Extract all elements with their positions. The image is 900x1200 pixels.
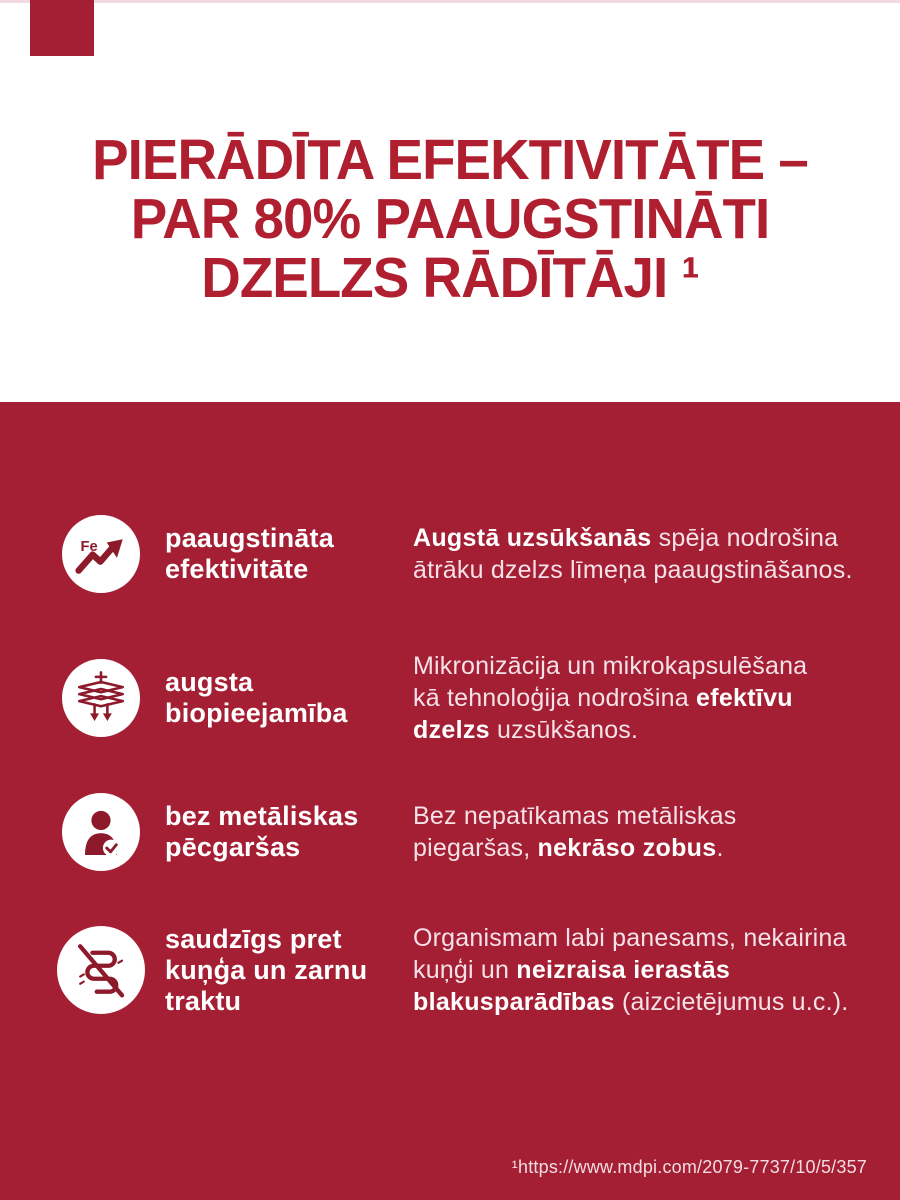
benefit-label: paaugstināta efektivitāte — [165, 523, 334, 584]
absorption-layers-icon — [62, 659, 140, 737]
title-line-1: PIERĀDĪTA EFEKTIVITĀTE – — [92, 128, 808, 192]
svg-text:Fe: Fe — [80, 538, 98, 555]
title-line-2: PAR 80% PAAUGSTINĀTI — [130, 187, 770, 251]
no-gut-irritation-icon — [57, 926, 145, 1014]
benefit-row-effectiveness — [0, 515, 900, 593]
benefit-description: Augstā uzsūkšanās spēja nodrošina ātrāku dzelzs līmeņa paaugstināšanos. — [413, 524, 853, 584]
benefit-description: Organismam labi panesams, nekairina kuņģi un neizraisa ierastās blakusparādības (aizcietējumus u.c.). — [413, 924, 849, 1016]
fe-trend-up-icon — [62, 515, 140, 593]
page-title — [18, 0, 882, 308]
benefit-icon-col — [62, 793, 140, 871]
benefit-row-gentle-on-gut — [0, 922, 900, 1018]
benefit-icon-col — [62, 659, 140, 737]
benefits-list — [0, 402, 900, 1018]
source-footnote: ¹https://www.mdpi.com/2079-7737/10/5/357 — [511, 1157, 867, 1177]
header — [0, 0, 900, 308]
benefit-label: saudzīgs pret kuņģa un zarnu traktu — [165, 923, 368, 1016]
benefit-description: Bez nepatīkamas metāliskas piegaršas, nekrāso zobus. — [413, 802, 737, 862]
benefit-label: bez metāliskas pēcgaršas — [165, 801, 359, 862]
benefits-panel — [0, 402, 900, 1200]
person-check-icon — [62, 793, 140, 871]
title-line-3: DZELZS RĀDĪTĀJI ¹ — [201, 246, 699, 310]
benefit-icon-col — [62, 926, 140, 1014]
benefit-row-bioavailability — [0, 650, 900, 746]
benefit-row-no-metallic-taste — [0, 793, 900, 871]
benefit-icon-col — [62, 515, 140, 593]
benefit-label: augsta biopieejamība — [165, 667, 348, 728]
benefit-description: Mikronizācija un mikrokapsulēšana kā tehnoloģija nodrošina efektīvu dzelzs uzsūkšanos. — [413, 652, 808, 744]
